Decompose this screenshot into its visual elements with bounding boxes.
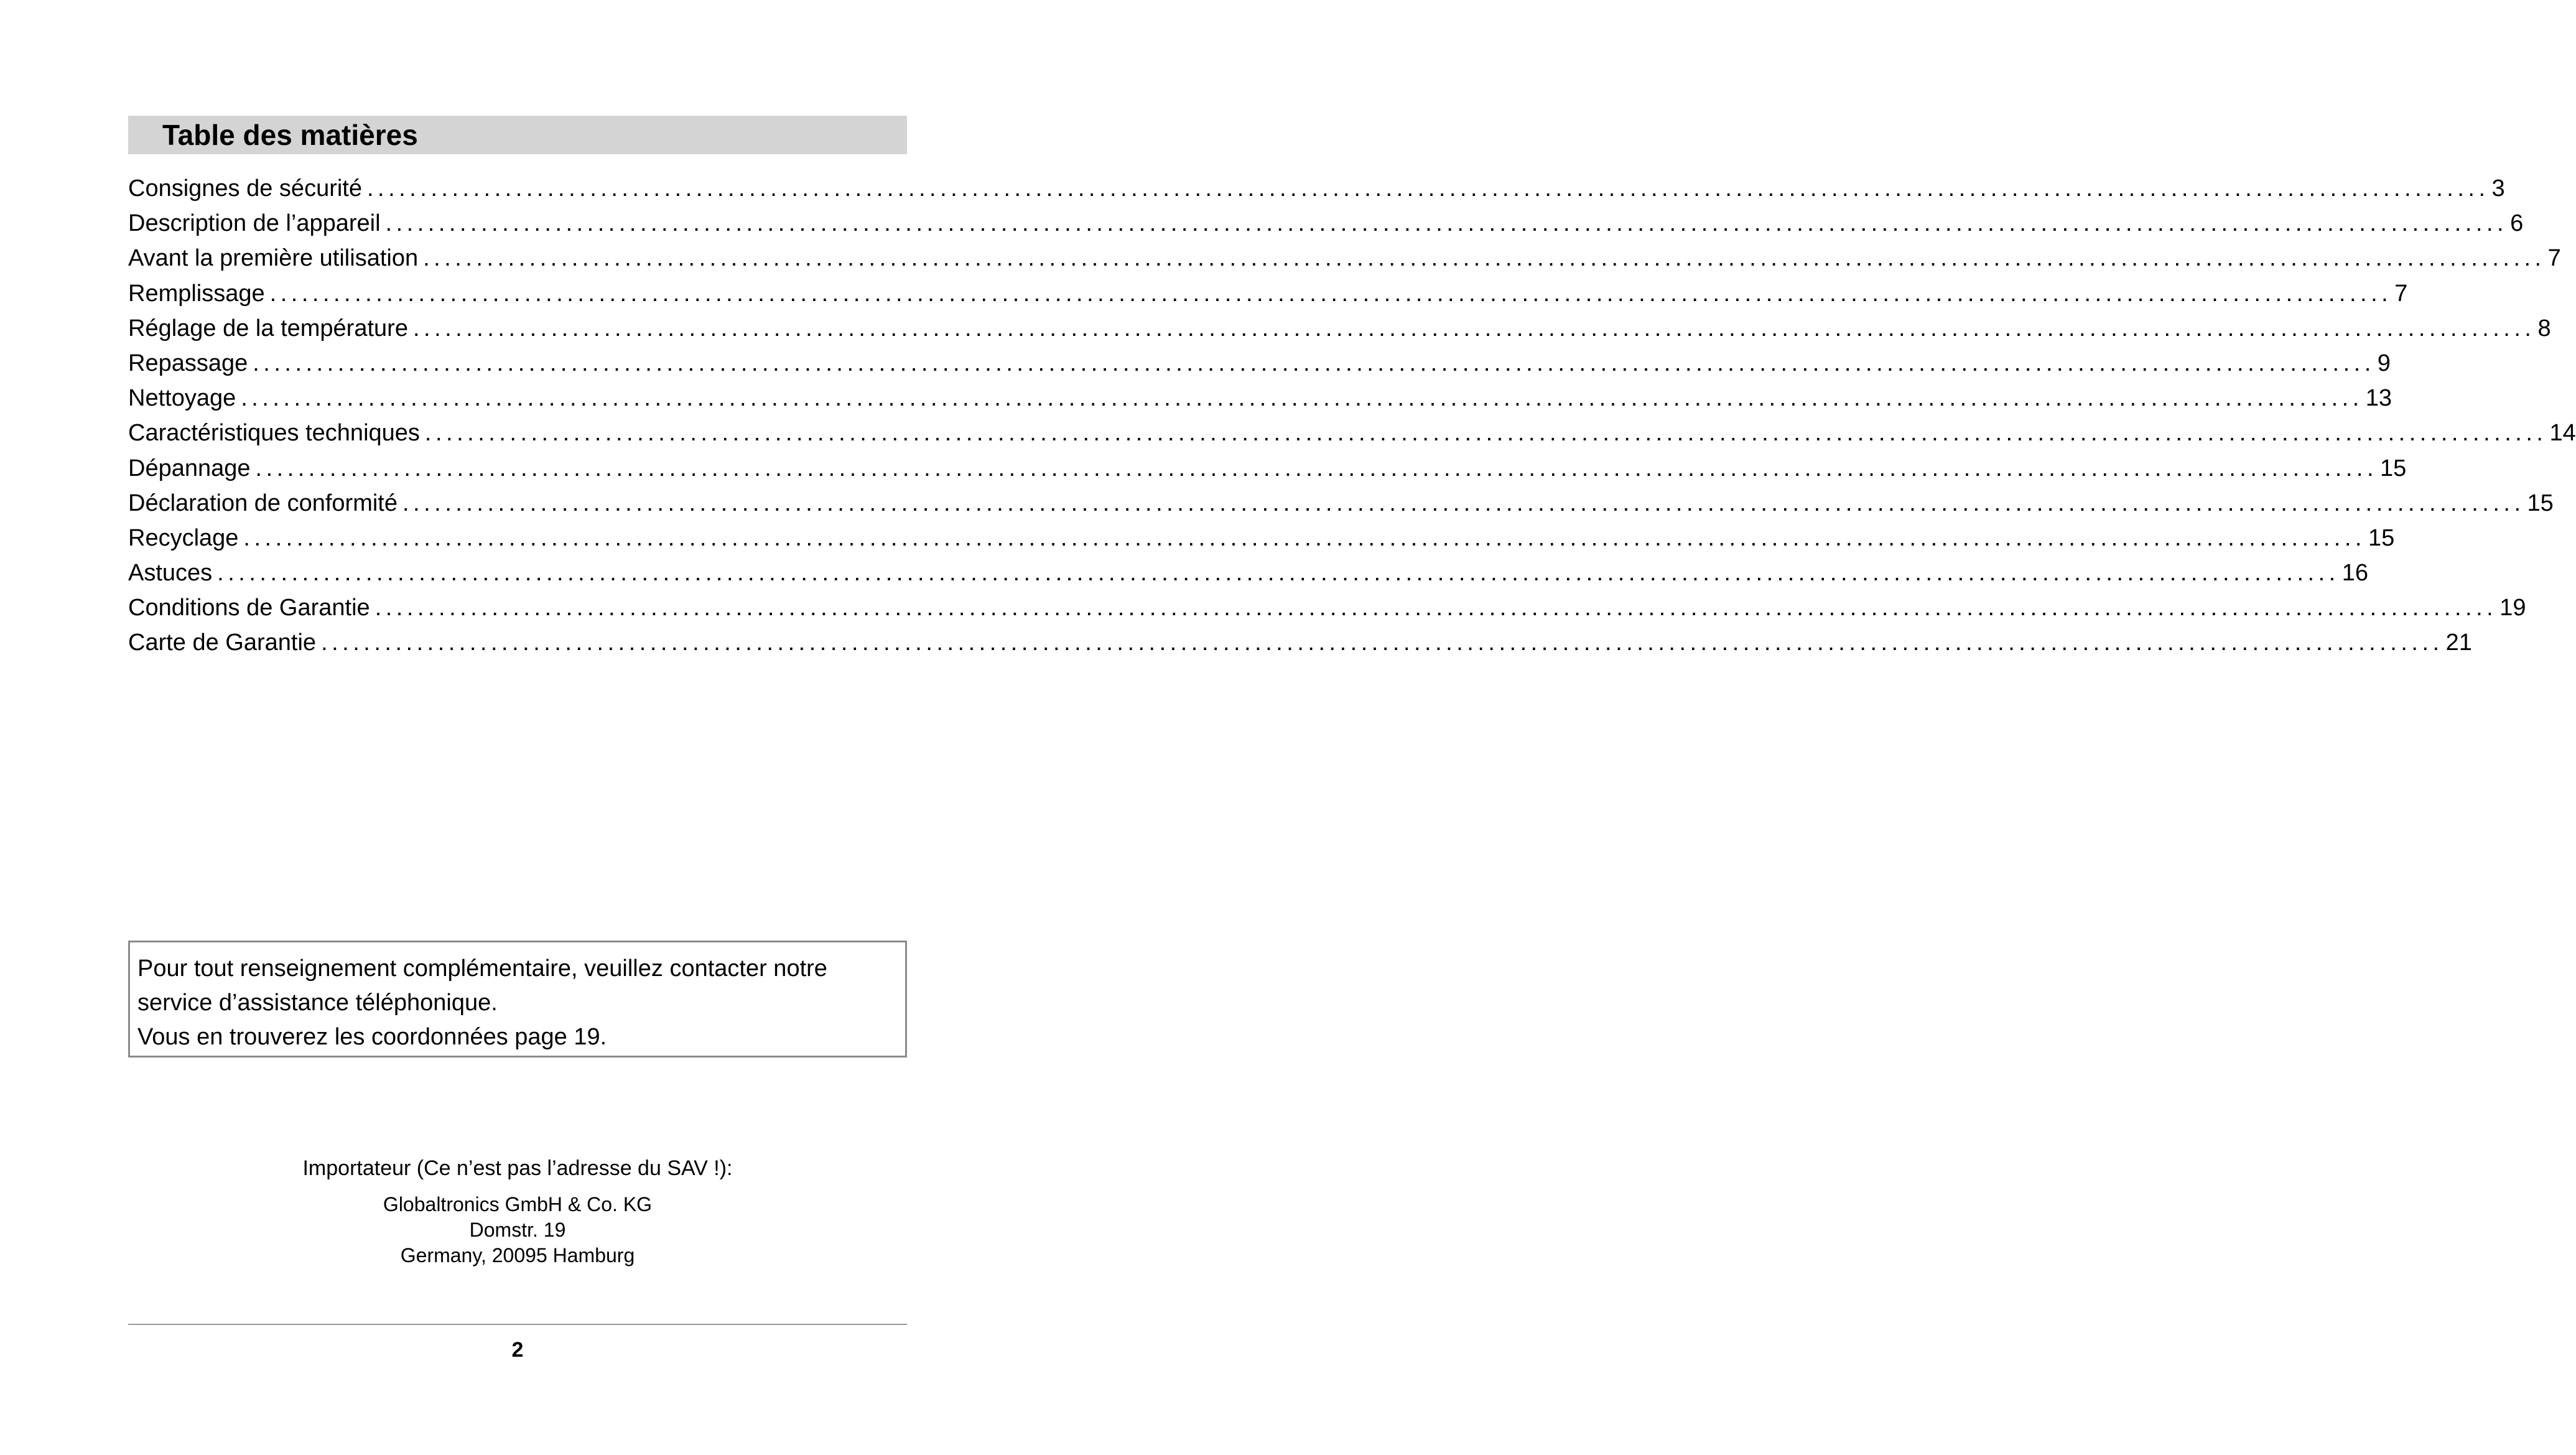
toc-entry[interactable]: [128, 420, 2576, 455]
page-title: Table des matières: [162, 119, 418, 151]
toc-entry-page: 7: [2547, 245, 2561, 272]
toc-leader-dots: ........................................................................................................................................................................................................: [412, 315, 2536, 342]
toc-leader-dots: ........................................................................................................................................................................................................: [374, 595, 2498, 621]
table-of-contents: [128, 175, 2576, 665]
support-page-reference: Vous en trouverez les coordonnées page 19.: [137, 1024, 607, 1050]
toc-entry-label: Avant la première utilisation: [128, 245, 419, 272]
toc-entry-label: Déclaration de conformité: [128, 490, 398, 516]
importer-street: Domstr. 19: [469, 1219, 566, 1241]
toc-entry-page: 6: [2510, 210, 2524, 237]
toc-entry[interactable]: [128, 595, 2526, 630]
toc-entry-label: Repassage: [128, 350, 248, 376]
importer-company: Globaltronics GmbH & Co. KG: [383, 1193, 653, 1216]
toc-leader-dots: ........................................................................................................................................................................................................: [255, 455, 2378, 481]
toc-leader-dots: ........................................................................................................................................................................................................: [253, 350, 2375, 376]
toc-entry[interactable]: [128, 245, 2561, 280]
toc-leader-dots: ........................................................................................................................................................................................................: [241, 385, 2363, 412]
toc-entry-label: Carte de Garantie: [128, 630, 317, 656]
toc-entry[interactable]: [128, 630, 2472, 664]
toc-leader-dots: ........................................................................................................................................................................................................: [217, 560, 2340, 587]
toc-entry[interactable]: [128, 280, 2408, 315]
toc-entry-page: 7: [2394, 280, 2408, 307]
toc-entry[interactable]: [128, 350, 2391, 385]
importer-address: [128, 1150, 907, 1268]
toc-entry[interactable]: [128, 175, 2505, 210]
toc-entry-label: Caractéristiques techniques: [128, 420, 420, 447]
toc-entry-label: Dépannage: [128, 455, 251, 481]
toc-entry[interactable]: [128, 210, 2524, 245]
toc-entry-label: Astuces: [128, 560, 213, 587]
toc-entry-label: Remplissage: [128, 280, 265, 307]
toc-entry-page: 15: [2380, 455, 2407, 481]
toc-entry[interactable]: [128, 385, 2392, 420]
toc-entry[interactable]: [128, 524, 2395, 560]
toc-entry-page: 15: [2368, 524, 2395, 551]
toc-entry-label: Nettoyage: [128, 385, 236, 412]
toc-entry-label: Consignes de sécurité: [128, 175, 362, 202]
toc-entry-page: 21: [2445, 630, 2472, 656]
toc-entry[interactable]: [128, 315, 2551, 350]
toc-entry-label: Réglage de la température: [128, 315, 408, 342]
toc-leader-dots: ........................................................................................................................................................................................................: [423, 245, 2546, 272]
footer-divider: [128, 1324, 907, 1325]
toc-entry-page: 16: [2341, 560, 2368, 587]
toc-leader-dots: ........................................................................................................................................................................................................: [424, 420, 2547, 447]
toc-entry-page: 14: [2549, 420, 2576, 447]
toc-entry[interactable]: [128, 560, 2368, 595]
toc-entry-label: Description de l’appareil: [128, 210, 381, 237]
importer-heading: Importateur (Ce n’est pas l’adresse du SAV !):: [302, 1156, 733, 1180]
support-info-text: Pour tout renseignement complémentaire, veuillez contacter notre service d’assistance téléphonique.: [137, 955, 827, 1016]
toc-title-bar: [128, 116, 907, 154]
toc-leader-dots: ........................................................................................................................................................................................................: [269, 280, 2392, 307]
toc-entry-page: 15: [2527, 490, 2554, 516]
toc-leader-dots: ........................................................................................................................................................................................................: [243, 524, 2366, 551]
toc-entry-label: Conditions de Garantie: [128, 595, 370, 621]
toc-entry[interactable]: [128, 490, 2554, 525]
toc-entry-page: 19: [2499, 595, 2526, 621]
toc-entry-page: 8: [2537, 315, 2551, 342]
importer-city: Germany, 20095 Hamburg: [400, 1244, 635, 1267]
support-info-box: [128, 941, 907, 1058]
toc-entry-page: 9: [2377, 350, 2391, 376]
toc-leader-dots: ........................................................................................................................................................................................................: [385, 210, 2508, 237]
toc-leader-dots: ........................................................................................................................................................................................................: [321, 630, 2443, 656]
toc-entry[interactable]: [128, 455, 2407, 490]
toc-leader-dots: ........................................................................................................................................................................................................: [367, 175, 2490, 202]
toc-entry-page: 3: [2491, 175, 2505, 202]
toc-leader-dots: ........................................................................................................................................................................................................: [402, 490, 2525, 516]
toc-entry-page: 13: [2365, 385, 2392, 412]
toc-entry-label: Recyclage: [128, 524, 239, 551]
page-number: 2: [511, 1338, 524, 1362]
